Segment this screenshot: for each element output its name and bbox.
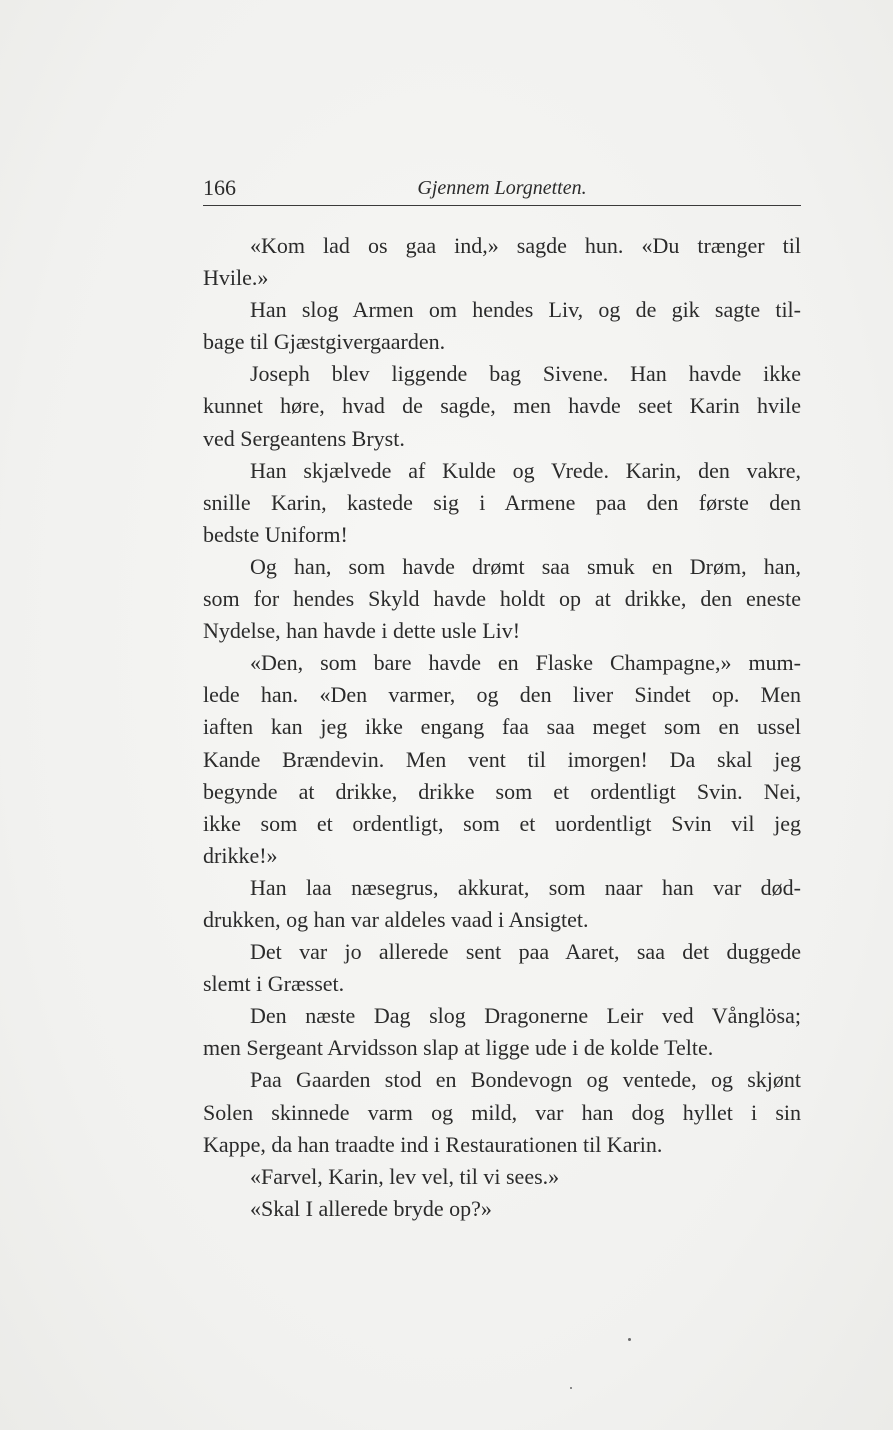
text-line: snille Karin, kastede sig i Armene paa den første den [203, 489, 801, 515]
text-line: Han laa næsegrus, akkurat, som naar han var død- [250, 874, 801, 900]
text-line: «Skal I allerede bryde op?» [250, 1195, 492, 1221]
text-line: Kappe, da han traadte ind i Restaurationen til Karin. [203, 1131, 663, 1157]
text-line: iaften kan jeg ikke engang faa saa meget som en ussel [203, 714, 801, 740]
text-line: bage til Gjæstgivergaarden. [203, 329, 446, 355]
paper-speck [570, 1387, 572, 1389]
text-line: lede han. «Den varmer, og den liver Sindet op. Men [203, 682, 801, 708]
text-line: «Kom lad os gaa ind,» sagde hun. «Du trænger til [250, 233, 801, 258]
text-line: ikke som et ordentligt, som et uordentligt Svin vil jeg [203, 810, 801, 836]
text-line: bedste Uniform! [203, 521, 348, 547]
text-line: Joseph blev liggende bag Sivene. Han havde ikke [250, 361, 801, 387]
text-line: Kande Brændevin. Men vent til imorgen! Da skal jeg [203, 746, 801, 772]
text-line: Solen skinnede varm og mild, var han dog hyllet i sin [203, 1099, 801, 1125]
text-line: som for hendes Skyld havde holdt op at drikke, den eneste [203, 586, 801, 612]
text-line: slemt i Græsset. [203, 971, 345, 997]
page-number: 166 [203, 175, 236, 200]
text-line: Hvile.» [203, 265, 269, 291]
text-line: «Farvel, Karin, lev vel, til vi sees.» [250, 1163, 560, 1189]
header-rule [203, 205, 801, 206]
text-line: begynde at drikke, drikke som et ordentligt Svin. Nei, [203, 778, 801, 804]
paper-speck [628, 1338, 631, 1341]
text-line: Han skjælvede af Kulde og Vrede. Karin, den vakre, [250, 457, 801, 483]
body-text [203, 230, 801, 1225]
text-line: Og han, som havde drømt saa smuk en Drøm, han, [250, 553, 801, 579]
text-line: drukken, og han var aldeles vaad i Ansigtet. [203, 906, 589, 932]
text-line: men Sergeant Arvidsson slap at ligge ude i de kolde Telte. [203, 1035, 714, 1061]
text-line: ved Sergeantens Bryst. [203, 425, 405, 451]
text-line: «Den, som bare havde en Flaske Champagne,» mum- [250, 650, 801, 676]
text-line: Nydelse, han havde i dette usle Liv! [203, 618, 521, 644]
text-line: Den næste Dag slog Dragonerne Leir ved Vånglösa; [250, 1003, 801, 1029]
text-line: Det var jo allerede sent paa Aaret, saa det duggede [250, 939, 801, 965]
text-line: Han slog Armen om hendes Liv, og de gik sagte til- [250, 297, 801, 323]
page-header [203, 174, 801, 204]
running-title: Gjennem Lorgnetten. [417, 177, 587, 199]
text-line: drikke!» [203, 842, 278, 868]
text-line: Paa Gaarden stod en Bondevogn og ventede, og skjønt [250, 1067, 801, 1093]
text-line: kunnet høre, hvad de sagde, men havde seet Karin hvile [203, 393, 801, 419]
